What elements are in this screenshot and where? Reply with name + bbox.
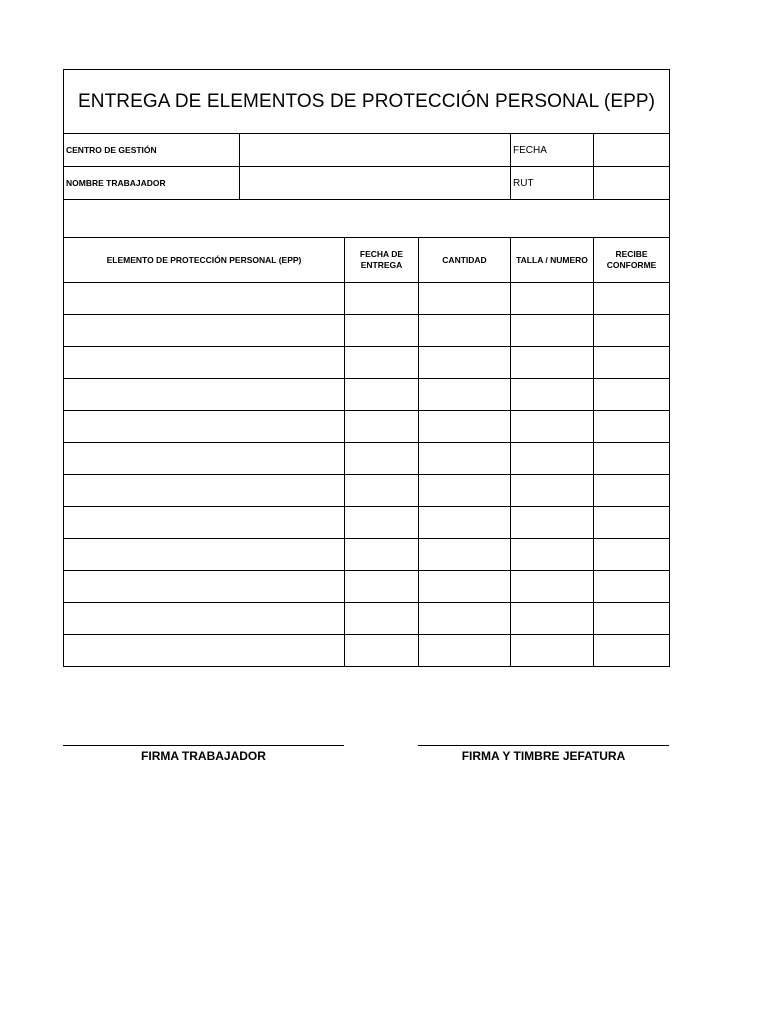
- table-row: [64, 571, 670, 603]
- spacer-row: [64, 200, 670, 238]
- cell-elemento[interactable]: [64, 379, 345, 411]
- cell-elemento[interactable]: [64, 443, 345, 475]
- header-recibe-conforme: [594, 238, 670, 283]
- cell-recibe-conforme[interactable]: [594, 347, 670, 379]
- cell-cantidad[interactable]: [419, 571, 511, 603]
- cell-fecha-entrega[interactable]: [345, 347, 419, 379]
- rut-label: RUT: [511, 167, 594, 200]
- cell-talla[interactable]: [511, 635, 594, 667]
- epp-form-table: [63, 69, 670, 667]
- cell-talla[interactable]: [511, 347, 594, 379]
- fecha-label: FECHA: [511, 134, 594, 167]
- cell-talla[interactable]: [511, 411, 594, 443]
- cell-elemento[interactable]: [64, 283, 345, 315]
- worker-signature-label: FIRMA TRABAJADOR: [141, 749, 266, 763]
- cell-fecha-entrega[interactable]: [345, 539, 419, 571]
- cell-recibe-conforme[interactable]: [594, 443, 670, 475]
- cell-talla[interactable]: [511, 475, 594, 507]
- cell-talla[interactable]: [511, 539, 594, 571]
- boss-signature-line: [418, 745, 669, 746]
- table-row: [64, 443, 670, 475]
- header-fecha-entrega: [345, 238, 419, 283]
- table-row: [64, 507, 670, 539]
- cell-fecha-entrega[interactable]: [345, 475, 419, 507]
- cell-elemento[interactable]: [64, 315, 345, 347]
- nombre-label: NOMBRE TRABAJADOR: [64, 167, 240, 200]
- cell-fecha-entrega[interactable]: [345, 283, 419, 315]
- header-elemento: ELEMENTO DE PROTECCIÓN PERSONAL (EPP): [64, 238, 345, 283]
- centro-label: CENTRO DE GESTIÓN: [64, 134, 240, 167]
- nombre-field[interactable]: [240, 167, 511, 200]
- cell-fecha-entrega[interactable]: [345, 571, 419, 603]
- cell-fecha-entrega[interactable]: [345, 379, 419, 411]
- table-row: [64, 315, 670, 347]
- cell-fecha-entrega[interactable]: [345, 635, 419, 667]
- cell-recibe-conforme[interactable]: [594, 571, 670, 603]
- spacer-cell: [64, 200, 670, 238]
- cell-talla[interactable]: [511, 507, 594, 539]
- form-title: ENTREGA DE ELEMENTOS DE PROTECCIÓN PERSONAL (EPP): [64, 70, 670, 134]
- cell-cantidad[interactable]: [419, 635, 511, 667]
- cell-elemento[interactable]: [64, 539, 345, 571]
- table-row: [64, 283, 670, 315]
- cell-elemento[interactable]: [64, 571, 345, 603]
- table-row: [64, 603, 670, 635]
- cell-elemento[interactable]: [64, 603, 345, 635]
- fecha-field[interactable]: [594, 134, 670, 167]
- header-talla: TALLA / NUMERO: [511, 238, 594, 283]
- cell-fecha-entrega[interactable]: [345, 603, 419, 635]
- cell-fecha-entrega[interactable]: [345, 411, 419, 443]
- nombre-row: [64, 167, 670, 200]
- header-recibe-line2: CONFORME: [606, 260, 657, 270]
- table-row: [64, 539, 670, 571]
- title-row: [64, 70, 670, 134]
- cell-fecha-entrega[interactable]: [345, 443, 419, 475]
- boss-signature-label: FIRMA Y TIMBRE JEFATURA: [461, 749, 626, 763]
- header-fecha-line1: FECHA DE: [359, 249, 404, 259]
- cell-talla[interactable]: [511, 283, 594, 315]
- cell-elemento[interactable]: [64, 635, 345, 667]
- cell-cantidad[interactable]: [419, 475, 511, 507]
- cell-cantidad[interactable]: [419, 347, 511, 379]
- cell-recibe-conforme[interactable]: [594, 507, 670, 539]
- cell-cantidad[interactable]: [419, 539, 511, 571]
- cell-elemento[interactable]: [64, 411, 345, 443]
- cell-elemento[interactable]: [64, 507, 345, 539]
- cell-recibe-conforme[interactable]: [594, 603, 670, 635]
- cell-elemento[interactable]: [64, 475, 345, 507]
- centro-field[interactable]: [240, 134, 511, 167]
- cell-cantidad[interactable]: [419, 411, 511, 443]
- cell-talla[interactable]: [511, 379, 594, 411]
- cell-talla[interactable]: [511, 315, 594, 347]
- cell-elemento[interactable]: [64, 347, 345, 379]
- cell-talla[interactable]: [511, 443, 594, 475]
- cell-fecha-entrega[interactable]: [345, 507, 419, 539]
- cell-cantidad[interactable]: [419, 507, 511, 539]
- cell-cantidad[interactable]: [419, 315, 511, 347]
- cell-talla[interactable]: [511, 603, 594, 635]
- cell-recibe-conforme[interactable]: [594, 283, 670, 315]
- cell-cantidad[interactable]: [419, 603, 511, 635]
- cell-fecha-entrega[interactable]: [345, 315, 419, 347]
- cell-cantidad[interactable]: [419, 379, 511, 411]
- table-row: [64, 411, 670, 443]
- cell-recibe-conforme[interactable]: [594, 635, 670, 667]
- table-row: [64, 347, 670, 379]
- rut-field[interactable]: [594, 167, 670, 200]
- header-fecha-line2: ENTREGA: [360, 260, 403, 270]
- cell-cantidad[interactable]: [419, 443, 511, 475]
- table-row: [64, 475, 670, 507]
- cell-talla[interactable]: [511, 571, 594, 603]
- cell-recibe-conforme[interactable]: [594, 315, 670, 347]
- table-row: [64, 635, 670, 667]
- cell-recibe-conforme[interactable]: [594, 411, 670, 443]
- cell-recibe-conforme[interactable]: [594, 379, 670, 411]
- cell-recibe-conforme[interactable]: [594, 475, 670, 507]
- header-cantidad: CANTIDAD: [419, 238, 511, 283]
- cell-cantidad[interactable]: [419, 283, 511, 315]
- worker-signature-line: [63, 745, 344, 746]
- table-header-row: [64, 238, 670, 283]
- cell-recibe-conforme[interactable]: [594, 539, 670, 571]
- table-row: [64, 379, 670, 411]
- header-recibe-line1: RECIBE: [615, 249, 648, 259]
- centro-row: [64, 134, 670, 167]
